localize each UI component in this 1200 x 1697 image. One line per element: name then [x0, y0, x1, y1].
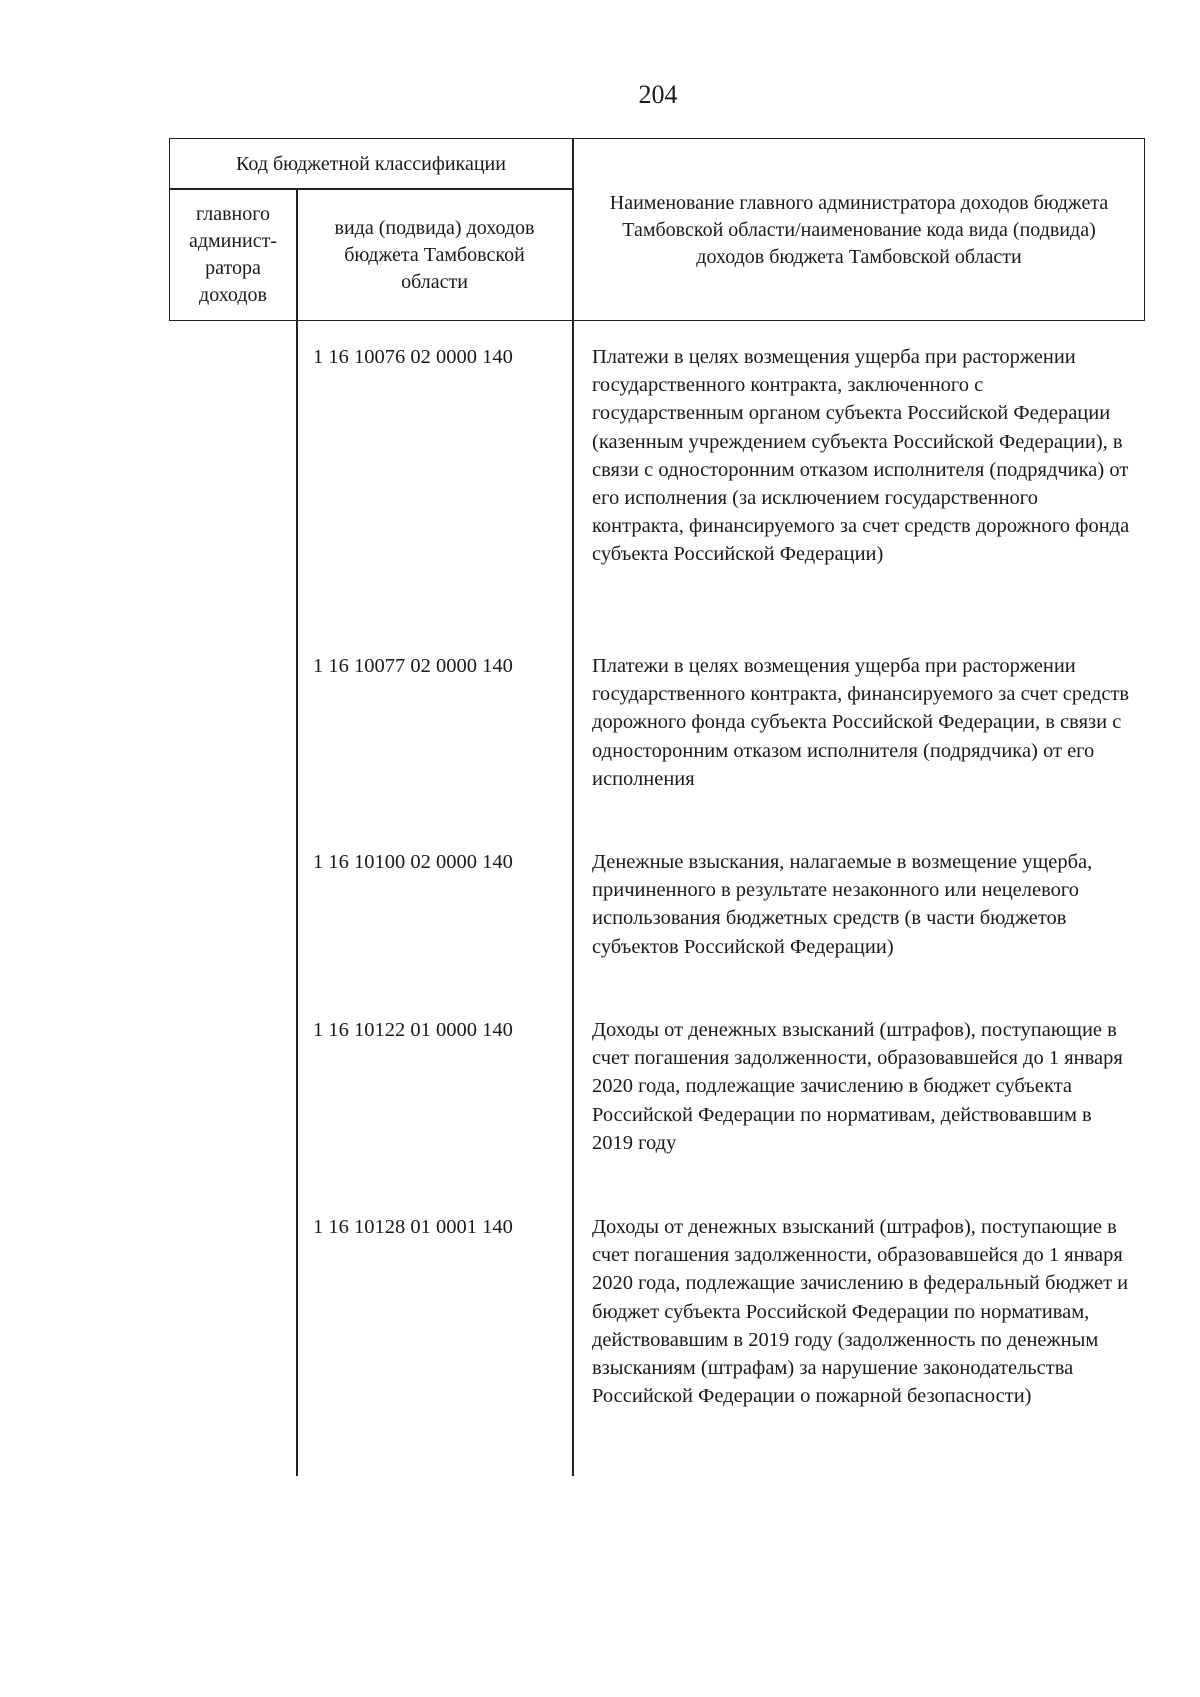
row-description: Платежи в целях возмещения ущерба при расторжении государственного контракта, заключенного с государственным органом субъекта Российской Федерации (казенным учреждением субъекта Российской Федерации), в связи с односторонним отказом исполнителя (подрядчика) от его исполнения (за исключением государственного контракта, финансируемого за счет средств дорожного фонда субъекта Российской Федерации): [592, 346, 1130, 566]
column-line: [572, 321, 574, 1476]
header-col-code: вида (подвида) доходов бюджета Тамбовской области: [334, 216, 535, 293]
header-group-title: Код бюджетной классификации: [236, 152, 506, 175]
row-description: Доходы от денежных взысканий (штрафов), поступающие в счет погашения задолженности, образовавшейся до 1 января 2020 года, подлежащие зачислению в федеральный бюджет и бюджет субъекта Российской Федерации по нормативам, действовавшим в 2019 году (задолженность по денежным взысканиям (штрафам) за нарушение законодательства Российской Федерации о пожарной безопасности): [592, 1216, 1129, 1408]
row-code: 1 16 10100 02 0000 140: [313, 851, 513, 873]
header-col-name: Наименование главного администратора доходов бюджета Тамбовской области/наименование кода вида (подвида) доходов бюджета Тамбовской области: [609, 191, 1109, 268]
page-number: 204: [638, 80, 678, 109]
row-description: Доходы от денежных взысканий (штрафов), поступающие в счет погашения задолженности, образовавшейся до 1 января 2020 года, подлежащие зачислению в бюджет субъекта Российской Федерации по нормативам, действовавшим в 2019 году: [592, 1019, 1123, 1154]
row-description: Платежи в целях возмещения ущерба при расторжении государственного контракта, финансируемого за счет средств дорожного фонда субъекта Российской Федерации, в связи с односторонним отказом исполнителя (подрядчика) от его исполнения: [592, 655, 1130, 790]
header-col-admin: главного админист-ратора доходов: [188, 203, 278, 306]
row-code: 1 16 10076 02 0000 140: [313, 346, 513, 368]
row-description: Денежные взыскания, налагаемые в возмещение ущерба, причиненного в результате незаконного или нецелевого использования бюджетных средств (в части бюджетов субъектов Российской Федерации): [592, 851, 1093, 958]
column-line: [296, 321, 298, 1476]
row-code: 1 16 10122 01 0000 140: [313, 1019, 513, 1041]
row-code: 1 16 10077 02 0000 140: [313, 655, 513, 677]
row-code: 1 16 10128 01 0001 140: [313, 1216, 513, 1238]
